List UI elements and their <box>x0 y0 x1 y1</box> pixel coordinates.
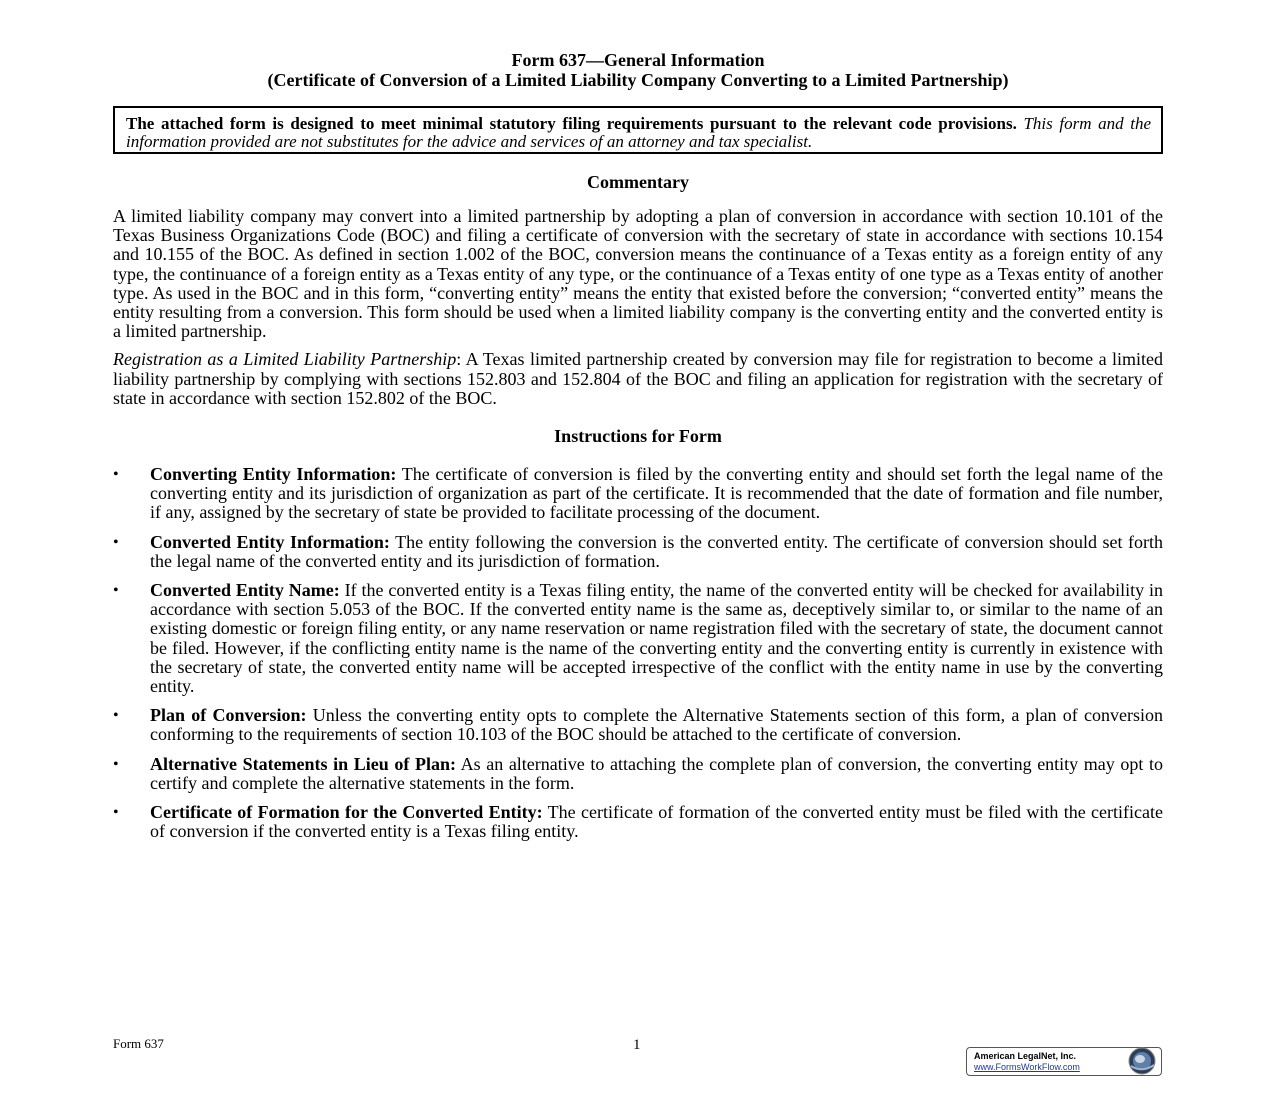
bullet-icon: • <box>113 755 119 773</box>
list-item <box>113 755 1163 793</box>
item-label: Certificate of Formation for the Converted Entity: <box>150 802 543 823</box>
page-number: 1 <box>633 1037 641 1053</box>
list-item <box>113 465 1163 523</box>
item-text: The certificate of formation of the converted entity must be filed with the certificate of conversion if the converted entity is a Texas filing entity. <box>150 802 1163 842</box>
disclaimer-bold: The attached form is designed to meet minimal statutory filing requirements pursuant to the relevant code provisions. <box>126 114 1017 133</box>
disclaimer-box <box>113 106 1163 154</box>
bullet-icon: • <box>113 804 119 822</box>
bullet-icon: • <box>113 707 119 725</box>
document-page <box>113 50 1163 851</box>
list-item <box>113 803 1163 841</box>
llp-registration-text: : A Texas limited partnership created by conversion may file for registration to become a limited liability partnership by complying with sections 152.803 and 152.804 of the BOC and filing an application for registration with the secretary of state in accordance with section 152.802 of the BOC. <box>113 349 1164 408</box>
llp-registration-label: Registration as a Limited Liability Partnership <box>113 349 457 370</box>
item-text: The certificate of conversion is filed by the converting entity and should set forth the legal name of the converting entity and its jurisdiction of organization as part of the certificate. It is recommended that the date of formation and file number, if any, assigned by the secretary of state be provided to facilitate processing of the document. <box>150 464 1163 523</box>
item-text: As an alternative to attaching the complete plan of conversion, the converting entity may opt to certify and complete the alternative statements in the form. <box>150 753 1163 793</box>
list-item <box>113 581 1163 696</box>
item-label: Converting Entity Information: <box>150 464 397 485</box>
bullet-icon: • <box>113 582 119 600</box>
item-label: Converted Entity Name: <box>150 580 340 601</box>
commentary-paragraph-1: A limited liability company may convert into a limited partnership by adopting a plan of conversion in accordance with section 10.101 of the Texas Business Organizations Code (BOC) and filing a certificate of conversion with the secretary of state in accordance with sections 10.154 and 10.155 of the BOC. As defined in section 1.002 of the BOC, conversion means the continuance of a Texas entity as a foreign entity of any type, the continuance of a foreign entity as a Texas entity of any type, or the continuance of a Texas entity of one type as a Texas entity of another type. As used in the BOC and in this form, “converting entity” means the entity that existed before the conversion; “converted entity” means the entity resulting from a conversion. This form should be used when a limited liability company is the converting entity and the converted entity is a limited partnership. <box>113 206 1163 342</box>
list-item <box>113 706 1163 744</box>
form-subtitle: (Certificate of Conversion of a Limited Liability Company Converting to a Limited Partnership) <box>267 70 1009 90</box>
form-title: Form 637—General Information <box>511 50 765 70</box>
item-text: The entity following the conversion is the converted entity. The certificate of conversion should set forth the legal name of the converted entity and its jurisdiction of formation. <box>150 531 1163 571</box>
commentary-heading: Commentary <box>587 172 689 192</box>
logo-company-name: American LegalNet, Inc. <box>974 1051 1077 1061</box>
publisher-logo[interactable] <box>966 1047 1162 1076</box>
globe-icon <box>1125 1046 1159 1076</box>
item-text: Unless the converting entity opts to complete the Alternative Statements section of this form, a plan of conversion conforming to the requirements of section 10.103 of the BOC should be attached to the certificate of conversion. <box>150 705 1163 745</box>
bullet-icon: • <box>113 533 119 551</box>
instructions-list <box>113 465 1163 841</box>
item-label: Alternative Statements in Lieu of Plan: <box>150 753 456 774</box>
bullet-icon: • <box>113 466 119 484</box>
list-item <box>113 533 1163 571</box>
logo-url-link[interactable]: www.FormsWorkFlow.com <box>974 1062 1080 1072</box>
item-label: Converted Entity Information: <box>150 531 390 552</box>
disclaimer-italic: This form and the information provided are not substitutes for the advice and services of an attorney and tax specialist. <box>126 114 1151 151</box>
commentary-paragraph-2 <box>113 350 1163 408</box>
item-label: Plan of Conversion: <box>150 705 307 726</box>
instructions-heading: Instructions for Form <box>554 426 722 447</box>
footer-form-label: Form 637 <box>113 1036 164 1051</box>
item-text: If the converted entity is a Texas filing entity, the name of the converted entity will be checked for availability in accordance with section 5.053 of the BOC. If the converted entity name is the same as, deceptively similar to, or similar to the name of an existing domestic or foreign filing entity, or any name reservation or name registration filed with the secretary of state, the document cannot be filed. However, if the conflicting entity name is the name of the converting entity and the converting entity is currently in existence with the secretary of state, the converted entity name will be accepted irrespective of the conflict with the entity name in use by the converting entity. <box>150 580 1164 697</box>
